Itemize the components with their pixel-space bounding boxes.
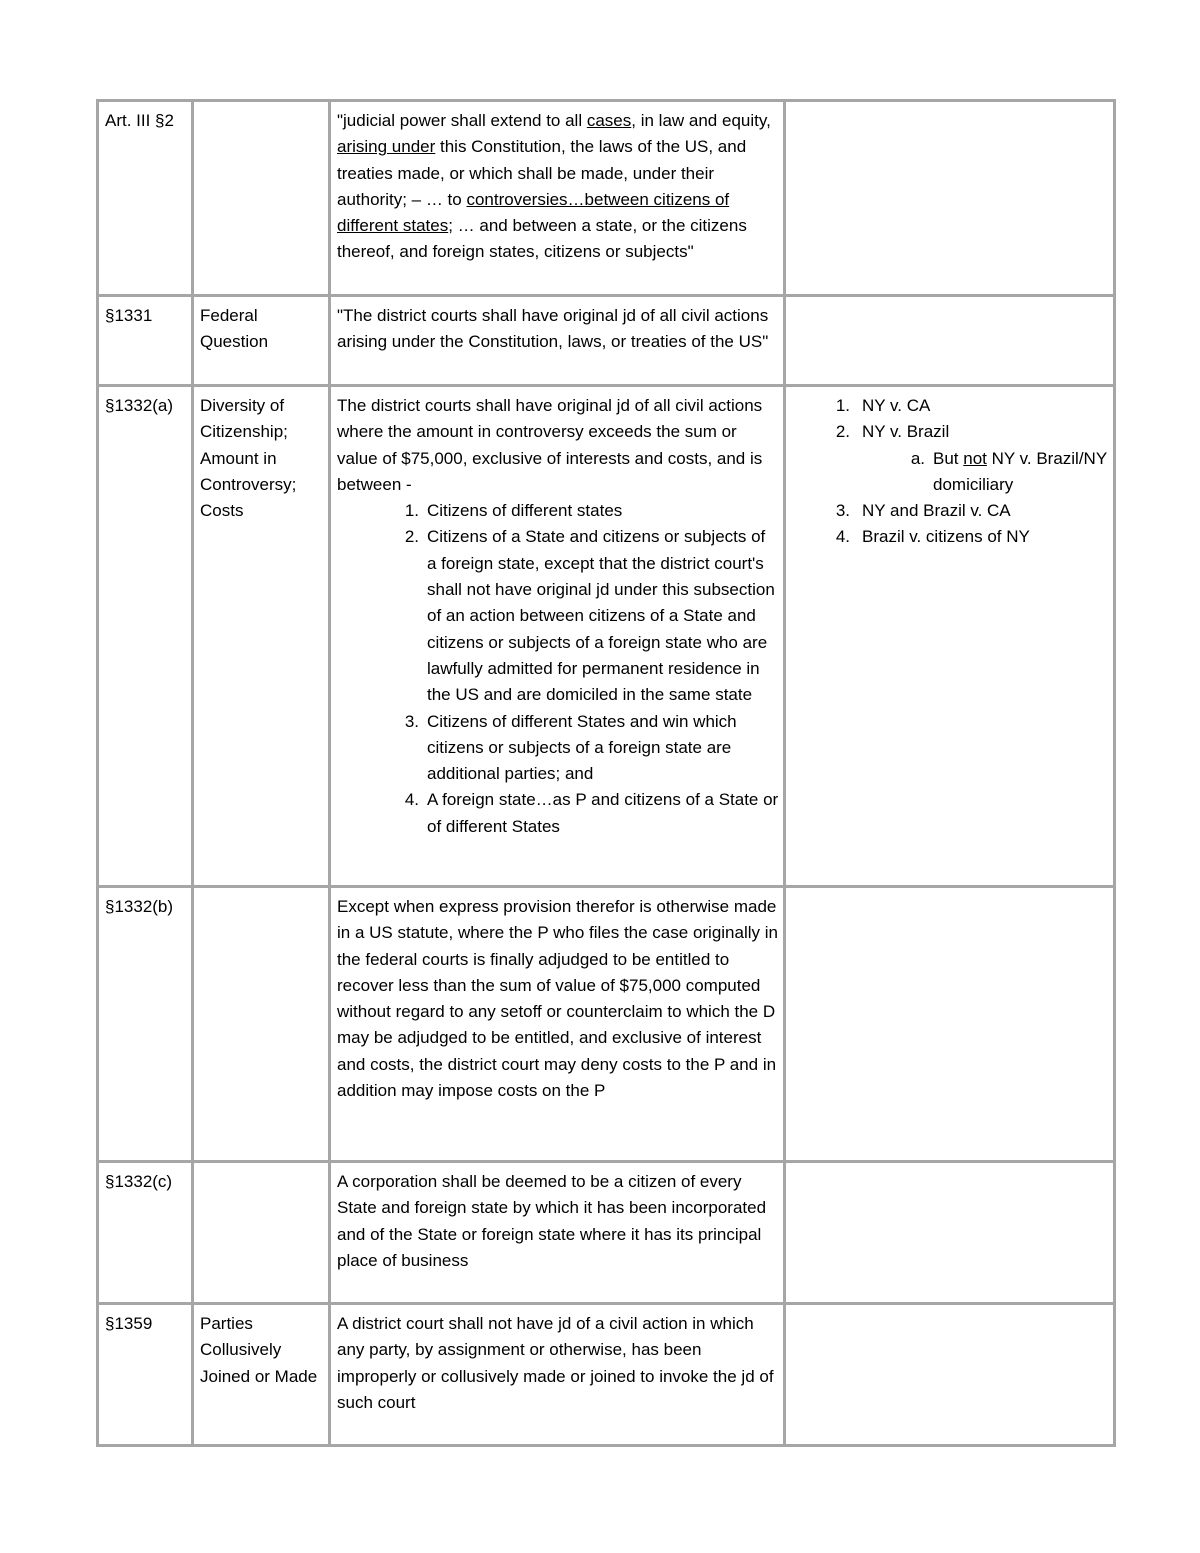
list-item-text: Brazil v. citizens of NY <box>862 527 1030 547</box>
underlined-text: cases <box>586 111 632 130</box>
notes-cell <box>785 1162 1115 1304</box>
topic-label: Diversity of Citizenship; Amount in Controversy; Costs <box>200 396 297 521</box>
topic-cell <box>193 1162 330 1304</box>
list-item-text: NY v. Brazil <box>862 422 950 442</box>
table-row <box>98 1162 1115 1304</box>
list-item <box>404 524 779 708</box>
text-cell <box>330 1304 785 1446</box>
list-item-text: NY and Brazil v. CA <box>862 501 1011 521</box>
party-list <box>337 498 779 840</box>
sub-list <box>862 446 1109 499</box>
list-item <box>835 393 1109 419</box>
topic-cell <box>193 887 330 1162</box>
statute-text: The district courts shall have original jd of all civil actions where the amount in controversy exceeds the sum or value of $75,000, exclusive of interests and costs, and is between - <box>337 396 763 494</box>
topic-cell <box>193 296 330 386</box>
list-item <box>404 498 779 524</box>
statute-text: Except when express provision therefor is otherwise made in a US statute, where the P who files the case originally in the federal courts is finally adjudged to be entitled to recover less than the sum of value of $75,000 computed without regard to any setoff or counterclaim to which the D may be adjudged to be entitled, and exclusive of interest and costs, the district court may deny costs to the P and in addition may impose costs on the P <box>337 897 778 1101</box>
list-number: 2. <box>404 527 419 547</box>
notes-cell <box>785 1304 1115 1446</box>
document-page <box>96 99 1113 1447</box>
table-row <box>98 1304 1115 1446</box>
topic-cell <box>193 386 330 887</box>
text-cell <box>330 386 785 887</box>
statute-text: A corporation shall be deemed to be a citizen of every State and foreign state by which it has been incorporated and of the State or foreign state where it has its principal place of business <box>337 1172 767 1270</box>
list-number: 3. <box>404 711 419 731</box>
example-list <box>792 393 1109 551</box>
list-item-text: A foreign state…as P and citizens of a State or of different States <box>427 790 779 836</box>
table-row <box>98 101 1115 296</box>
text-cell <box>330 296 785 386</box>
section-cell <box>98 296 193 386</box>
list-number: a. <box>910 448 925 468</box>
list-number: 3. <box>835 501 850 521</box>
table-row <box>98 386 1115 887</box>
section-label: Art. III §2 <box>105 111 174 130</box>
text-fragment: , in law and equity, <box>631 111 771 130</box>
topic-cell <box>193 1304 330 1446</box>
list-item-text: Citizens of different states <box>427 501 623 521</box>
list-item <box>835 498 1109 524</box>
section-label: §1332(b) <box>105 897 174 916</box>
list-item <box>835 419 1109 498</box>
statute-text <box>337 111 771 261</box>
section-cell <box>98 101 193 296</box>
text-fragment: But <box>933 448 964 468</box>
underlined-text: not <box>963 448 987 468</box>
topic-label: Federal Question <box>200 306 269 352</box>
statute-text: A district court shall not have jd of a civil action in which any party, by assignment or otherwise, has been improperly or collusively made or joined to invoke the jd of such court <box>337 1314 774 1412</box>
topic-label: Parties Collusively Joined or Made <box>200 1314 318 1386</box>
list-item-text: Citizens of a State and citizens or subjects of a foreign state, except that the district court's shall not have original jd under this subsection of an action between citizens of a State and citizens or subjects of a foreign state who are lawfully admitted for permanent residence in the US and are domiciled in the same state <box>427 527 775 705</box>
section-cell <box>98 1162 193 1304</box>
section-cell <box>98 386 193 887</box>
section-cell <box>98 887 193 1162</box>
text-cell <box>330 1162 785 1304</box>
text-cell <box>330 887 785 1162</box>
underlined-text: arising under <box>337 137 436 157</box>
list-number: 1. <box>404 501 419 521</box>
notes-cell <box>785 101 1115 296</box>
statute-text: "The district courts shall have original jd of all civil actions arising under the Constitution, laws, or treaties of the US" <box>337 306 769 352</box>
topic-cell <box>193 101 330 296</box>
notes-cell <box>785 887 1115 1162</box>
list-item-text: Citizens of different States and win which citizens or subjects of a foreign state are additional parties; and <box>427 711 737 784</box>
section-label: §1331 <box>105 306 153 325</box>
text-fragment: ; … and between a state, or the citizens thereof, and foreign states, citizens or subjects" <box>337 216 747 262</box>
section-label: §1359 <box>105 1314 153 1333</box>
notes-cell <box>785 386 1115 887</box>
list-number: 4. <box>835 527 850 547</box>
notes-cell <box>785 296 1115 386</box>
text-fragment: NY v. Brazil/NY domiciliary <box>933 448 1107 494</box>
list-number: 4. <box>404 790 419 810</box>
list-item-text: NY v. CA <box>862 396 931 415</box>
section-label: §1332(c) <box>105 1172 173 1191</box>
table-row <box>98 887 1115 1162</box>
list-item <box>404 787 779 840</box>
list-number: 2. <box>835 422 850 442</box>
list-item <box>404 709 779 788</box>
text-fragment: this Constitution, the laws of the US, and treaties made, or which shall be made, under their authority; – … to <box>337 137 747 209</box>
table-row <box>98 296 1115 386</box>
section-label: §1332(a) <box>105 396 174 415</box>
list-number: 1. <box>835 396 850 415</box>
underlined-text: controversies…between citizens of different states <box>337 189 730 236</box>
list-item <box>835 524 1109 550</box>
list-item <box>910 446 1109 499</box>
text-fragment: "judicial power shall extend to all <box>337 111 587 130</box>
text-cell <box>330 101 785 296</box>
section-cell <box>98 1304 193 1446</box>
statute-table <box>96 99 1116 1447</box>
